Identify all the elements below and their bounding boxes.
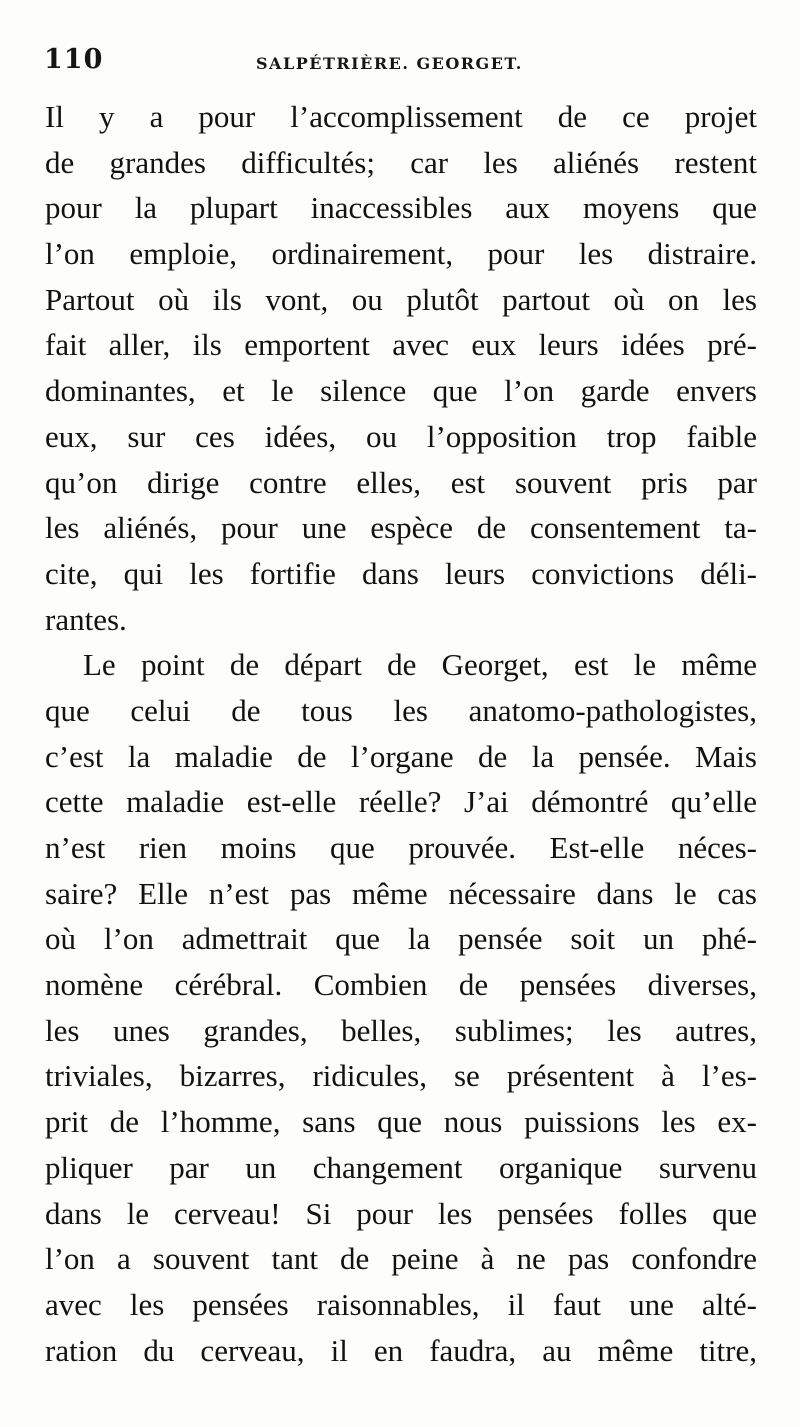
text-line: cette maladie est-elle réelle? J’ai démontré qu’elle (45, 784, 757, 820)
text-line: l’on emploie, ordinairement, pour les distraire. (45, 236, 757, 272)
paragraph (45, 642, 757, 1373)
text-line: fait aller, ils emportent avec eux leurs idées pré- (45, 327, 757, 363)
text-line: prit de l’homme, sans que nous puissions les ex- (45, 1104, 757, 1140)
text-line: pliquer par un changement organique survenu (45, 1149, 757, 1185)
paragraph (45, 94, 757, 642)
running-title: SALPÉTRIÈRE. GEORGET. (256, 54, 523, 73)
text-line: qu’on dirige contre elles, est souvent pris par (45, 464, 757, 500)
text-line: l’on a souvent tant de peine à ne pas confondre (45, 1241, 757, 1277)
text-line: triviales, bizarres, ridicules, se présentent à l’es- (45, 1058, 757, 1094)
text-line: c’est la maladie de l’organe de la pensée. Mais (45, 738, 757, 774)
text-line: avec les pensées raisonnables, il faut une alté- (45, 1286, 757, 1322)
text-line: de grandes difficultés; car les aliénés restent (45, 144, 757, 180)
text-line: eux, sur ces idées, ou l’opposition trop faible (45, 418, 757, 454)
text-line: Partout où ils vont, ou plutôt partout où on les (45, 281, 757, 317)
text-line: ration du cerveau, il en faudra, au même titre, (45, 1332, 757, 1368)
text-line: saire? Elle n’est pas même nécessaire dans le cas (45, 875, 757, 911)
page-number: 110 (44, 44, 104, 75)
text-line: rantes. (45, 601, 127, 637)
text-line: nomène cérébral. Combien de pensées diverses, (45, 967, 757, 1003)
text-line: Il y a pour l’accomplissement de ce projet (45, 99, 757, 134)
running-head (44, 44, 754, 80)
text-line: les unes grandes, belles, sublimes; les autres, (45, 1012, 757, 1048)
text-line: dans le cerveau! Si pour les pensées folles que (45, 1195, 757, 1231)
text-line: cite, qui les fortifie dans leurs convictions déli- (45, 555, 757, 591)
text-line: dominantes, et le silence que l’on garde envers (45, 373, 757, 409)
text-line: Le point de départ de Georget, est le même (83, 647, 757, 683)
text-line: où l’on admettrait que la pensée soit un phé- (45, 921, 757, 957)
text-line: que celui de tous les anatomo-pathologistes, (45, 692, 757, 728)
body-text (45, 94, 757, 1373)
text-line: n’est rien moins que prouvée. Est-elle néces- (45, 830, 757, 865)
text-line: pour la plupart inaccessibles aux moyens que (45, 190, 757, 226)
text-line: les aliénés, pour une espèce de consentement ta- (45, 510, 757, 546)
